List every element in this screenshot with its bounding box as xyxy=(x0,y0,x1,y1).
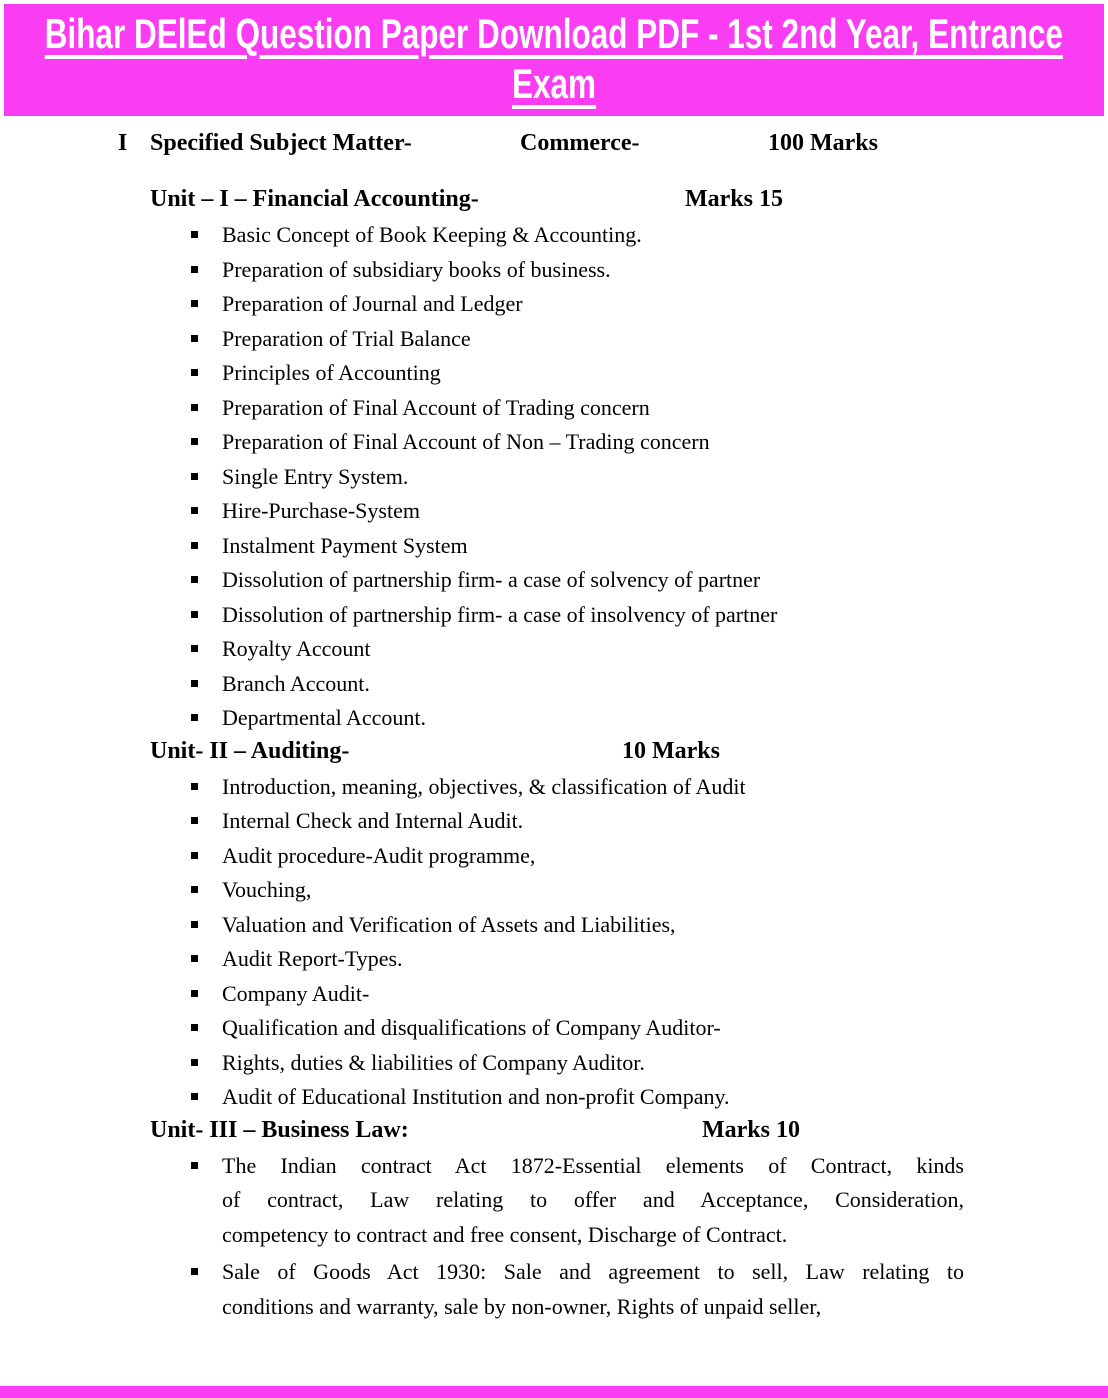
bottom-accent-strip xyxy=(0,1386,1108,1398)
topic-list-item: Qualification and disqualifications of Company Auditor- xyxy=(190,1011,1108,1046)
unit-3-topic-list xyxy=(0,1149,1108,1325)
topic-list-item: Preparation of Journal and Ledger xyxy=(190,287,1108,322)
unit-2-title: Unit- II – Auditing- xyxy=(150,737,350,764)
topic-list-item: Principles of Accounting xyxy=(190,356,1108,391)
topic-list-item: Hire-Purchase-System xyxy=(190,494,1108,529)
topic-list-item: Dissolution of partnership firm- a case of solvency of partner xyxy=(190,563,1108,598)
page-title-line1[interactable]: Bihar DElEd Question Paper Download PDF - 1st 2nd Year, Entrance xyxy=(44,10,1064,57)
unit-2-section xyxy=(0,738,1108,1115)
topic-list-item: Rights, duties & liabilities of Company Auditor. xyxy=(190,1046,1108,1081)
topic-list-item: Company Audit- xyxy=(190,977,1108,1012)
topic-text-line: competency to contract and free consent, Discharge of Contract. xyxy=(222,1221,788,1247)
topic-list-item: Preparation of Trial Balance xyxy=(190,322,1108,357)
topic-list-item: Preparation of Final Account of Non – Trading concern xyxy=(190,425,1108,460)
topic-text-line: of contract, Law relating to offer and Acceptance, Consideration, xyxy=(222,1187,964,1212)
unit-1-heading xyxy=(150,186,1108,218)
topic-list-item xyxy=(190,1149,964,1253)
page-title-line2[interactable]: Exam xyxy=(511,60,597,107)
topic-list-item: Audit Report-Types. xyxy=(190,942,1108,977)
unit-3-heading xyxy=(150,1117,1108,1149)
topic-list-item: Preparation of subsidiary books of business. xyxy=(190,253,1108,288)
topic-list-item: Internal Check and Internal Audit. xyxy=(190,804,1108,839)
unit-2-marks: 10 Marks xyxy=(622,737,720,764)
subject-heading-line xyxy=(0,130,1108,162)
topic-list-item: Valuation and Verification of Assets and Liabilities, xyxy=(190,908,1108,943)
unit-1-section xyxy=(0,186,1108,736)
topic-list-item: Branch Account. xyxy=(190,667,1108,702)
topic-list-item: Dissolution of partnership firm- a case of insolvency of partner xyxy=(190,598,1108,633)
topic-list-item: Preparation of Final Account of Trading concern xyxy=(190,391,1108,426)
topic-list-item: Introduction, meaning, objectives, & classification of Audit xyxy=(190,770,1108,805)
topic-list-item: Basic Concept of Book Keeping & Accounting. xyxy=(190,218,1108,253)
topic-list-item: Audit of Educational Institution and non-profit Company. xyxy=(190,1080,1108,1115)
topic-list-item: Departmental Account. xyxy=(190,701,1108,736)
unit-2-topic-list xyxy=(0,770,1108,1115)
unit-3-marks: Marks 10 xyxy=(702,1116,800,1143)
topic-list-item: Instalment Payment System xyxy=(190,529,1108,564)
topic-text-line: The Indian contract Act 1872-Essential elements of Contract, kinds xyxy=(222,1152,964,1178)
unit-1-title: Unit – I – Financial Accounting- xyxy=(150,186,479,212)
topic-list-item: Single Entry System. xyxy=(190,460,1108,495)
topic-list-item: Vouching, xyxy=(190,873,1108,908)
topic-text-line: conditions and warranty, sale by non-owner, Rights of unpaid seller, xyxy=(222,1293,822,1319)
unit-3-title: Unit- III – Business Law: xyxy=(150,1116,409,1143)
syllabus-content xyxy=(0,130,1108,1324)
topic-list-item xyxy=(190,1255,964,1324)
page-header-banner xyxy=(4,4,1104,116)
subject-name: Commerce- xyxy=(520,130,640,156)
unit-1-marks: Marks 15 xyxy=(685,186,783,212)
page-title-row2 xyxy=(4,59,1104,109)
unit-2-heading xyxy=(150,738,1108,770)
document-page xyxy=(0,4,1108,1324)
unit-3-section xyxy=(0,1117,1108,1325)
topic-text-line: Sale of Goods Act 1930: Sale and agreement to sell, Law relating to xyxy=(222,1259,964,1284)
topic-list-item: Audit procedure-Audit programme, xyxy=(190,839,1108,874)
subject-label: Specified Subject Matter- xyxy=(150,130,412,156)
topic-list-item: Royalty Account xyxy=(190,632,1108,667)
subject-total-marks: 100 Marks xyxy=(768,130,878,156)
page-title-row1 xyxy=(4,9,1104,59)
unit-1-topic-list xyxy=(0,218,1108,736)
subject-numeral: I xyxy=(118,130,128,156)
